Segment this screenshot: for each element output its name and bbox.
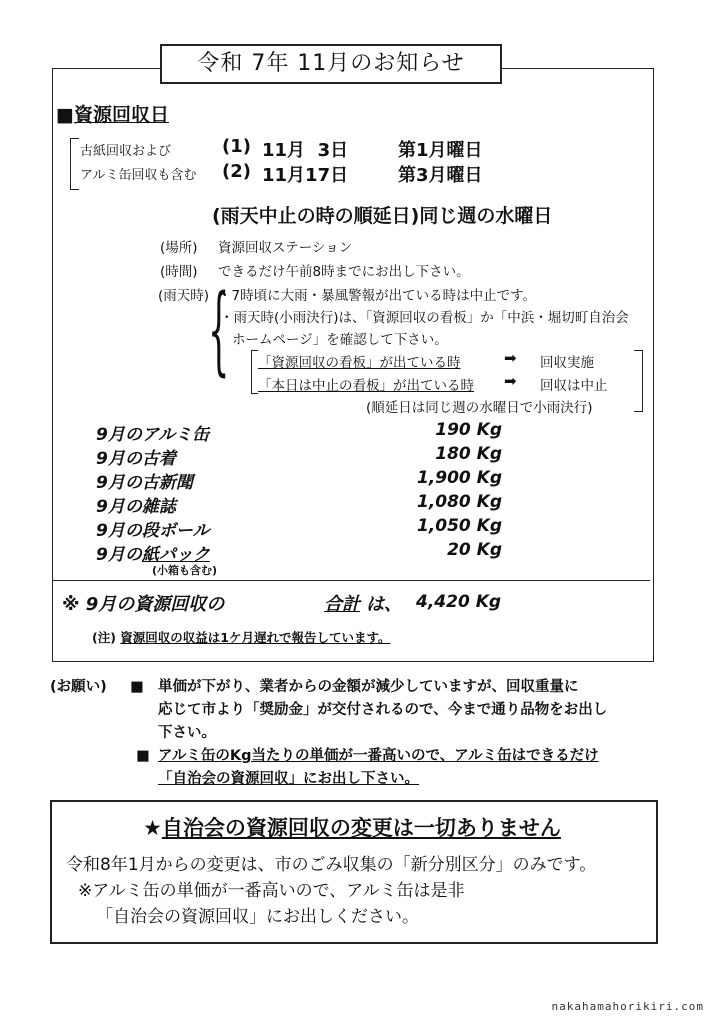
note-line xyxy=(92,628,390,646)
sign-bracket-right xyxy=(634,350,643,412)
rain-rule-1: ・7時頃に大雨・暴風警報が出ている時は中止です。 xyxy=(218,288,537,304)
square-marker-icon: ■ xyxy=(56,104,74,126)
time-value: できるだけ午前8時までにお出し下さい。 xyxy=(218,264,470,280)
date-1-num: (1) xyxy=(222,136,251,157)
request-1-line-3: 下さい。 xyxy=(158,725,216,741)
total-prefix: ※ 9月の資源回収の xyxy=(62,594,225,615)
stat-value: 1,050 Kg xyxy=(416,516,502,536)
postpone-note: (順延日は同じ週の水曜日で小雨決行) xyxy=(366,400,593,416)
date-2-num: (2) xyxy=(222,161,251,182)
section-heading-text: 資源回収日 xyxy=(73,104,169,126)
footer-url: nakahamahorikiri.com xyxy=(551,1000,704,1013)
place-value: 資源回収ステーション xyxy=(218,240,353,256)
place-label: (場所) xyxy=(160,240,198,256)
brace-icon: { xyxy=(208,274,230,386)
stat-label: 9月の雑誌 xyxy=(96,497,176,517)
items-bracket xyxy=(70,138,79,190)
notice-line-1: 令和8年1月からの変更は、市のごみ収集の「新分別区分」のみです。 xyxy=(66,855,597,875)
stat-label-prefix: 9月の xyxy=(96,545,142,565)
notice-title xyxy=(50,812,654,842)
rain-label: (雨天時) xyxy=(158,288,210,304)
date-2-week: 第3月曜日 xyxy=(398,165,483,186)
rain-rule-2a: ・雨天時(小雨決行)は、「資源回収の看板」か「中浜・堀切町自治会 xyxy=(220,310,629,326)
note-prefix: (注) xyxy=(92,630,121,645)
stat-value: 1,900 Kg xyxy=(416,468,502,488)
sign-1: 「資源回収の看板」が出ている時 xyxy=(258,355,461,371)
stat-value: 20 Kg xyxy=(447,540,502,560)
date-2-date: 11月17日 xyxy=(262,165,349,186)
items-label-2: アルミ缶回収も含む xyxy=(80,168,197,183)
page-title: 令和 7年 11月のお知らせ xyxy=(160,44,502,84)
total-value: 4,420 Kg xyxy=(416,592,502,612)
items-label-1: 古紙回収および xyxy=(80,144,172,159)
sign-bracket-left xyxy=(251,350,258,394)
notice-title-text: 自治会の資源回収の変更は一切ありません xyxy=(161,816,561,840)
total-word: 合計 xyxy=(324,594,360,615)
stat-label: 9月の段ボール xyxy=(96,521,210,541)
request-2-line-2: 「自治会の資源回収」にお出し下さい。 xyxy=(158,771,419,787)
request-1-line-1: 単価が下がり、業者からの金額が減少していますが、回収重量に xyxy=(158,679,579,695)
time-label: (時間) xyxy=(160,264,198,280)
sign-2-result: 回収は中止 xyxy=(540,378,608,394)
stat-label: 9月の古着 xyxy=(96,449,176,469)
section-heading xyxy=(56,100,169,127)
notice-line-2: ※アルミ缶の単価が一番高いので、アルミ缶は是非 xyxy=(78,881,465,901)
stat-label-underlined: 紙パック xyxy=(141,545,210,565)
stat-value: 1,080 Kg xyxy=(416,492,502,512)
total-suffix: は、 xyxy=(366,594,402,615)
stat-value: 190 Kg xyxy=(435,420,502,440)
star-icon: ★ xyxy=(143,816,162,840)
sign-1-result: 回収実施 xyxy=(540,355,594,371)
stat-label: 9月のアルミ缶 xyxy=(96,425,210,445)
date-1-date: 11月 3日 xyxy=(262,140,349,161)
request-label: (お願い) xyxy=(50,679,107,695)
notice-line-3: 「自治会の資源回収」にお出しください。 xyxy=(96,907,419,927)
rain-rule-2b: ホームページ」を確認して下さい。 xyxy=(232,332,448,348)
stat-value: 180 Kg xyxy=(435,444,502,464)
sign-2: 「本日は中止の看板」が出ている時 xyxy=(258,378,474,394)
divider xyxy=(52,580,650,581)
square-bullet-icon: ■ xyxy=(130,679,144,695)
stat-label: 9月の古新聞 xyxy=(96,473,193,493)
arrow-right-icon: ➡ xyxy=(504,372,517,390)
request-1-line-2: 応じて市より「奨励金」が交付されるので、今まで通り品物をお出し xyxy=(158,702,608,718)
note-text: 資源回収の収益は1ケ月遅れで報告しています。 xyxy=(120,630,391,645)
stat-sub-note: (小箱も含む) xyxy=(152,564,218,577)
rain-postpone-note: (雨天中止の時の順延日)同じ週の水曜日 xyxy=(212,205,553,227)
request-2-line-1: アルミ缶のKg当たりの単価が一番高いので、アルミ缶はできるだけ xyxy=(158,748,599,764)
square-bullet-icon: ■ xyxy=(136,748,150,764)
date-1-week: 第1月曜日 xyxy=(398,140,483,161)
arrow-right-icon: ➡ xyxy=(504,349,517,367)
